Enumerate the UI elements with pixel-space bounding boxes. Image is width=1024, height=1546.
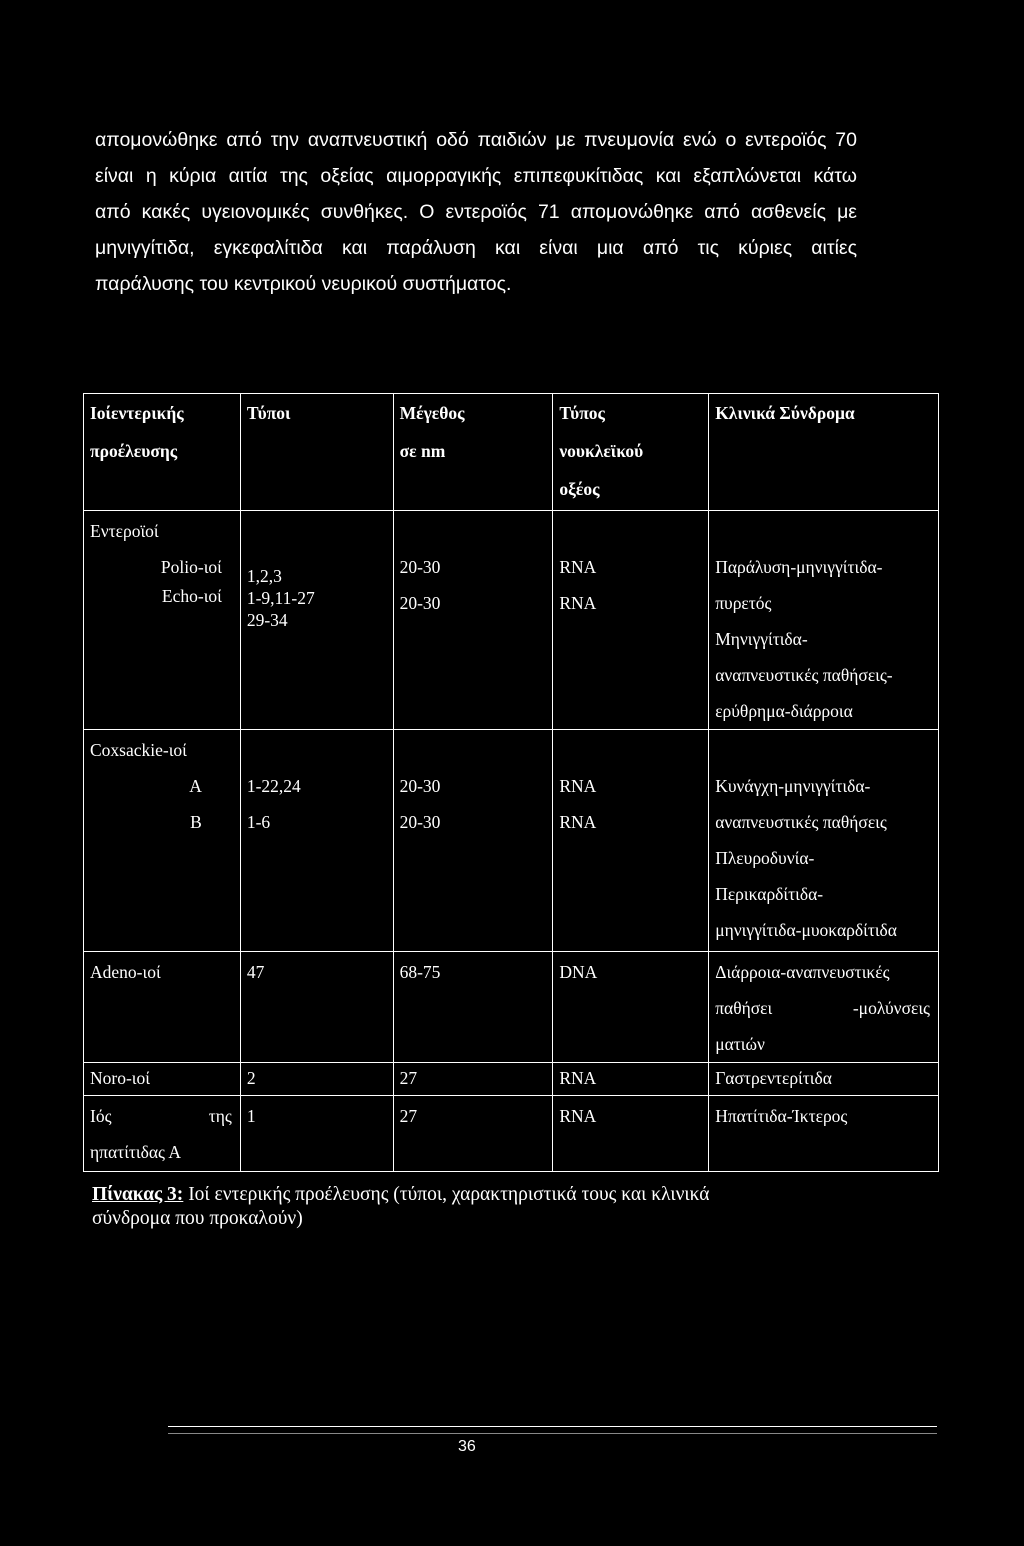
hepa-clinical: Ηπατίτιδα-Ίκτερος xyxy=(709,1096,939,1172)
entero-clinical: Παράλυση-μηνιγγίτιδα- πυρετός Μηνιγγίτιδα- αναπνευστικές παθήσεις- ερύθρημα-διάρροια xyxy=(709,511,939,730)
hepa-name: Ιός της ηπατίτιδας Α xyxy=(84,1096,241,1172)
entero-na: RNA RNA xyxy=(553,511,709,730)
caption-text: Ιοί εντερικής προέλευσης (τύποι, χαρακτηριστικά τους και κλινικά xyxy=(183,1184,710,1205)
header-clinical: Κλινικά Σύνδρομα xyxy=(709,394,939,511)
header-types: Τύποι xyxy=(240,394,393,511)
table-row xyxy=(84,952,939,1063)
header-text: Ιοί xyxy=(90,403,111,423)
paragraph-line: απομονώθηκε από την αναπνευστική οδό παιδιών με πνευμονία ενώ ο εντεροϊός 70 xyxy=(95,129,857,151)
body-paragraph xyxy=(95,122,857,302)
table-row xyxy=(84,1063,939,1096)
paragraph-line: από κακές υγειονομικές συνθήκες. Ο εντεροϊός 71 απομονώθηκε από ασθενείς με xyxy=(95,201,857,223)
page-number: 36 xyxy=(458,1438,476,1455)
header-text: προέλευσης xyxy=(90,441,178,461)
adeno-types: 47 xyxy=(240,952,393,1063)
virus-table xyxy=(83,393,939,1172)
entero-types: 1,2,3 1-9,11-27 29-34 xyxy=(240,511,393,730)
footer-divider xyxy=(168,1433,937,1434)
caption-text: σύνδρομα που προκαλούν) xyxy=(92,1208,303,1229)
noro-name: Noro-ιοί xyxy=(84,1063,241,1096)
paragraph-line: παράλυσης του κεντρικού νευρικού συστήματος. xyxy=(95,273,512,295)
table-row xyxy=(84,511,939,730)
table-header-row xyxy=(84,394,939,511)
coxsackie-names: Coxsackie-ιοί A B xyxy=(84,730,241,952)
noro-na: RNA xyxy=(553,1063,709,1096)
header-virus xyxy=(84,394,241,511)
table-row xyxy=(84,1096,939,1172)
hepa-types: 1 xyxy=(240,1096,393,1172)
caption-label: Πίνακας 3: xyxy=(92,1184,184,1205)
table-row xyxy=(84,730,939,952)
entero-size: 20-30 20-30 xyxy=(393,511,553,730)
paragraph-line: είναι η κύρια αιτία της οξείας αιμορραγικής επιπεφυκίτιδας και εξαπλώνεται κάτω xyxy=(95,165,857,187)
entero-names: Εντεροϊοί Polio-ιοί Echo-ιοί xyxy=(84,511,241,730)
header-nucleic-acid: Τύπος νουκλεϊκού οξέος xyxy=(553,394,709,511)
coxsackie-size: 20-30 20-30 xyxy=(393,730,553,952)
noro-size: 27 xyxy=(393,1063,553,1096)
table-caption xyxy=(92,1183,862,1231)
adeno-size: 68-75 xyxy=(393,952,553,1063)
paragraph-line: μηνιγγίτιδα, εγκεφαλίτιδα και παράλυση και είναι μια από τις κύριες αιτίες xyxy=(95,237,857,259)
adeno-name: Adeno-ιοί xyxy=(84,952,241,1063)
adeno-clinical: Διάρροια-αναπνευστικές παθήσει -μολύνσεις ματιών xyxy=(709,952,939,1063)
adeno-na: DNA xyxy=(553,952,709,1063)
footer-divider xyxy=(168,1426,937,1427)
noro-types: 2 xyxy=(240,1063,393,1096)
header-size: Μέγεθος σε nm xyxy=(393,394,553,511)
header-text: εντερικής xyxy=(111,403,184,423)
hepa-size: 27 xyxy=(393,1096,553,1172)
noro-clinical: Γαστρεντερίτιδα xyxy=(709,1063,939,1096)
hepa-na: RNA xyxy=(553,1096,709,1172)
coxsackie-na: RNA RNA xyxy=(553,730,709,952)
coxsackie-clinical: Κυνάγχη-μηνιγγίτιδα- αναπνευστικές παθήσεις Πλευροδυνία- Περικαρδίτιδα- μηνιγγίτιδα-μυοκαρδίτιδα xyxy=(709,730,939,952)
coxsackie-types: 1-22,24 1-6 xyxy=(240,730,393,952)
